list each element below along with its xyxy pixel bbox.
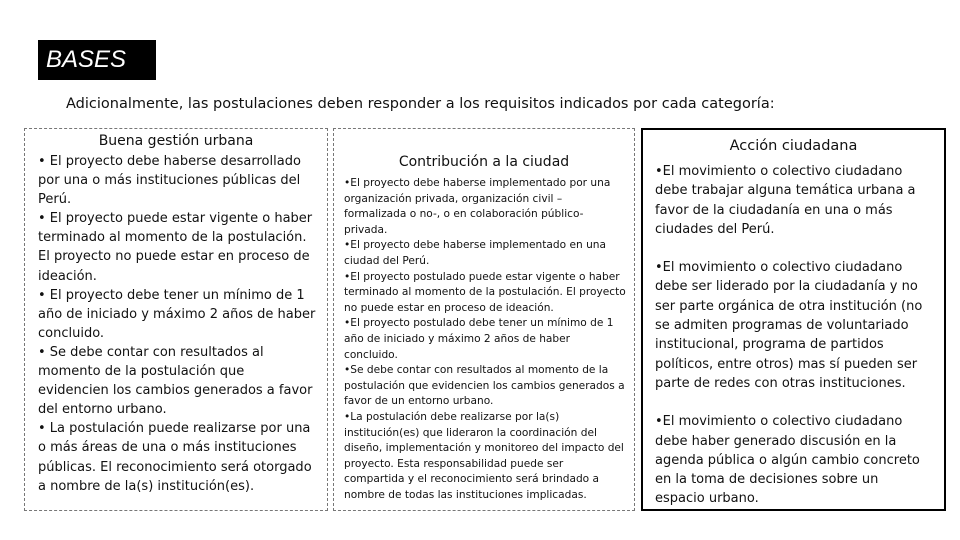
- column-accion-ciudadana: [641, 128, 946, 511]
- requirement-item: •La postulación debe realizarse por la(s) institución(es) que lideraron la coordinación del diseño, implementación y monitoreo del impacto del proyecto. Esta responsabilidad puede ser compartida y el reconocimiento será brindado a nombre de todas las instituciones implicadas.: [344, 410, 624, 501]
- requirement-item: •El proyecto debe haberse implementado en una ciudad del Perú.: [344, 239, 606, 267]
- requirement-item: •El movimiento o colectivo ciudadano debe trabajar alguna temática urbana a favor de la ciudadanía en una o más ciudades del Perú.: [655, 164, 916, 237]
- requirement-item: • Se debe contar con resultados al momento de la postulación que evidencien los cambios generados a favor del entorno urbano.: [38, 344, 313, 418]
- column-contribucion-a-la-ciudad: [333, 128, 635, 511]
- requirement-item: • El proyecto debe tener un mínimo de 1 año de iniciado y máximo 2 años de haber concluido.: [38, 287, 316, 341]
- column-heading: Contribución a la ciudad: [398, 154, 570, 170]
- requirement-item: •Se debe contar con resultados al momento de la postulación que evidencien los cambios generados a favor de un entorno urbano.: [344, 364, 625, 408]
- page-title: BASES: [38, 40, 156, 80]
- requirements-list: [334, 176, 634, 503]
- requirement-item: • El proyecto debe haberse desarrollado por una o más instituciones públicas del Perú.: [38, 154, 301, 208]
- requirements-list: [643, 162, 944, 509]
- requirement-item: •El proyecto postulado debe tener un mínimo de 1 año de iniciado y máximo 2 años de haber concluido.: [344, 317, 614, 361]
- requirement-item: •El movimiento o colectivo ciudadano debe ser liderado por la ciudadanía y no ser parte orgánica de otra institución (no se admiten programas de voluntariado institucional, programa de partidos políticos, entre otros) mas sí pueden ser parte de redes con otras instituciones.: [655, 260, 923, 391]
- requirement-item: • La postulación puede realizarse por una o más áreas de una o más instituciones públicas. El reconocimiento será otorgado a nombre de la(s) institución(es).: [38, 421, 312, 494]
- requirement-item: •El proyecto debe haberse implementado por una organización privada, organización civil – formalizada o no-, o en colaboración público-privada.: [344, 177, 611, 236]
- requirement-item: •El proyecto postulado puede estar vigente o haber terminado al momento de la postulación. El proyecto no puede estar en proceso de ideación.: [344, 270, 626, 314]
- column-heading: Acción ciudadana: [729, 138, 858, 154]
- requirements-list: [25, 152, 327, 496]
- column-heading: Buena gestión urbana: [98, 133, 254, 149]
- requirement-item: •El movimiento o colectivo ciudadano debe haber generado discusión en la agenda pública o algún cambio concreto en la toma de decisiones sobre un espacio urbano.: [655, 414, 920, 507]
- requirement-item: • El proyecto puede estar vigente o haber terminado al momento de la postulación. El proyecto no puede estar en proceso de ideación.: [38, 211, 313, 284]
- intro-text: Adicionalmente, las postulaciones deben responder a los requisitos indicados por cada categoría:: [66, 96, 775, 112]
- column-buena-gestion-urbana: [24, 128, 328, 511]
